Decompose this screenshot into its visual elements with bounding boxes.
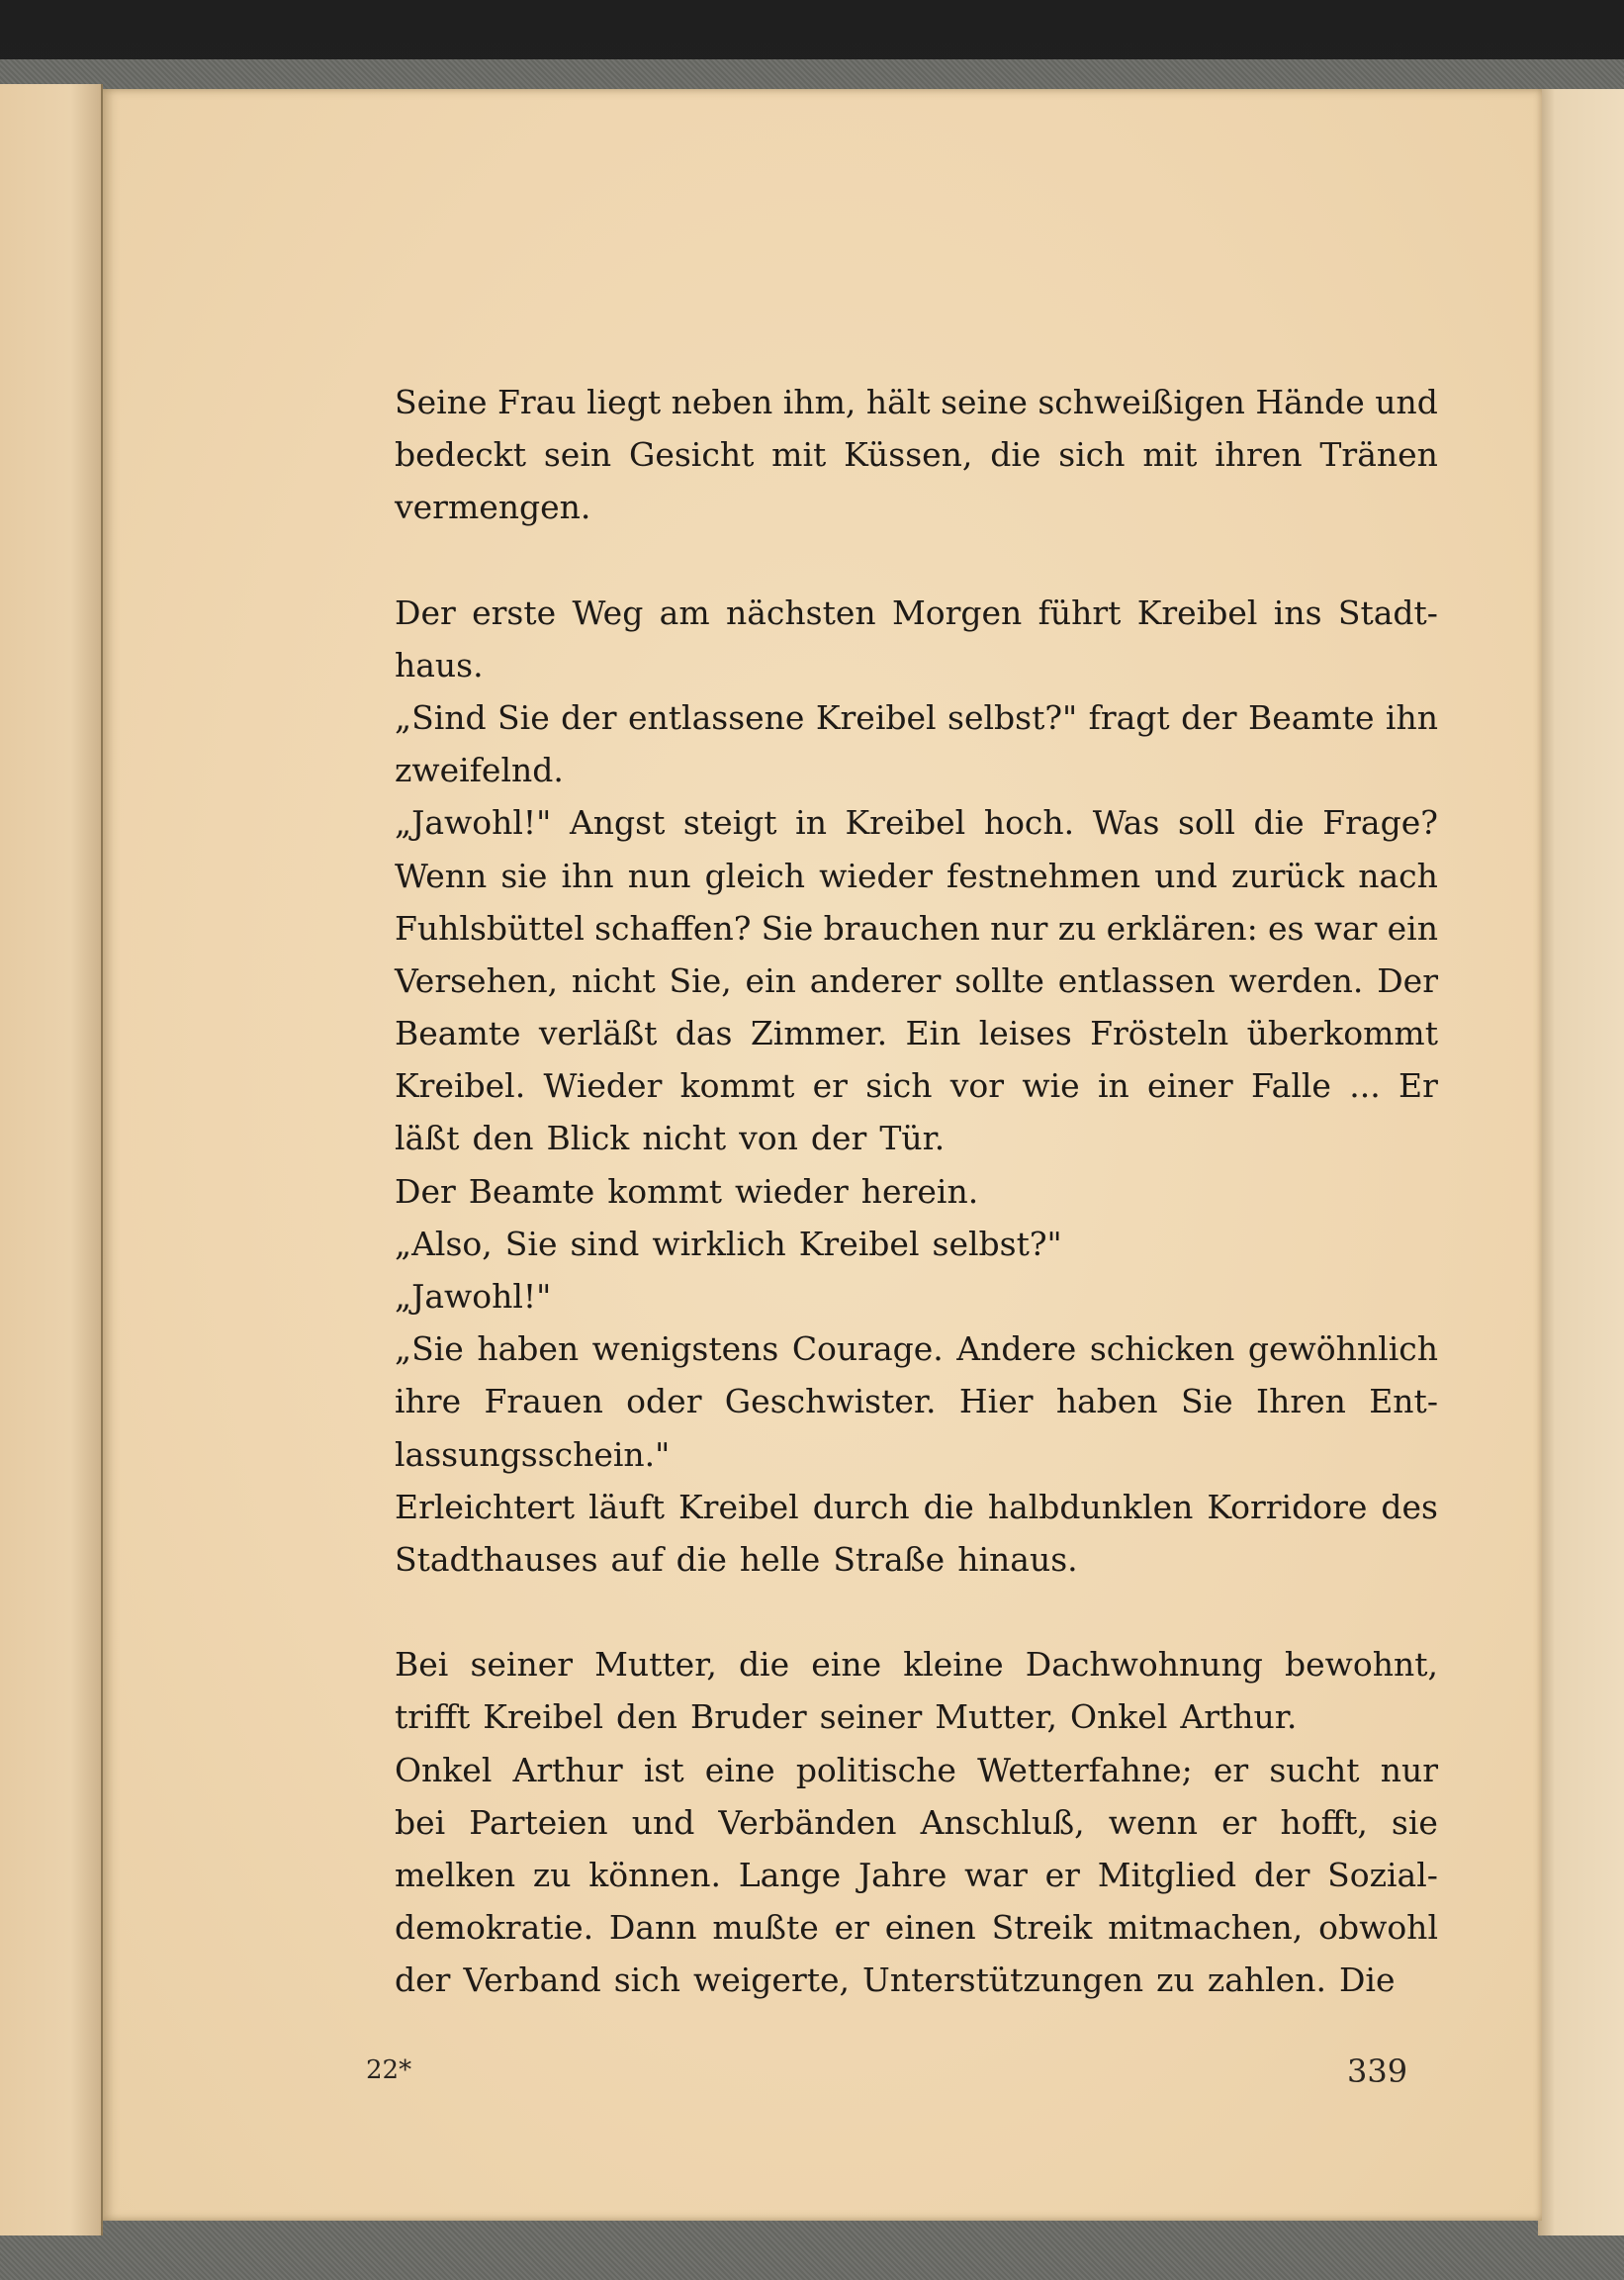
text-line: lassungsschein." — [395, 1434, 671, 1474]
text-line: melken zu können. Lange Jahre war er Mitglied der Sozial- — [395, 1855, 1438, 1894]
text-line: Erleichtert läuft Kreibel durch die halbdunklen Korridore des — [395, 1487, 1438, 1526]
text-line: läßt den Blick nicht von der Tür. — [395, 1119, 946, 1158]
paragraph — [395, 1270, 1438, 1322]
paragraph — [395, 796, 1438, 1164]
text-line: Der Beamte kommt wieder herein. — [395, 1171, 979, 1211]
text-line: Wenn sie ihn nun gleich wieder festnehmen und zurück nach — [395, 856, 1438, 895]
page-stack-edge — [1538, 89, 1624, 2235]
text-line: haus. — [395, 645, 484, 684]
text-line: „Also, Sie sind wirklich Kreibel selbst?" — [395, 1224, 1062, 1263]
text-line: Onkel Arthur ist eine politische Wetterfahne; er sucht nur — [395, 1750, 1438, 1789]
paragraph — [395, 1744, 1438, 2007]
text-line: Kreibel. Wieder kommt er sich vor wie in einer Falle ... Er — [395, 1066, 1438, 1106]
paragraph — [395, 587, 1438, 691]
text-line: Seine Frau liegt neben ihm, hält seine schweißigen Hände und — [395, 383, 1438, 421]
text-line: vermengen. — [395, 488, 591, 527]
text-line: ihre Frauen oder Geschwister. Hier haben Sie Ihren Ent- — [395, 1382, 1438, 1421]
page-text — [395, 376, 1438, 2006]
text-line: Fuhlsbüttel schaffen? Sie brauchen nur zu erklären: es war ein — [395, 908, 1438, 948]
text-line: der Verband sich weigerte, Unterstützungen zu zahlen. Die — [395, 1961, 1396, 2000]
page-number: 339 — [1347, 2052, 1408, 2090]
text-line: demokratie. Dann mußte er einen Streik mitmachen, obwohl — [395, 1908, 1438, 1948]
text-line: Der erste Weg am nächsten Morgen führt Kreibel ins Stadt- — [395, 593, 1438, 632]
text-line: Stadthauses auf die helle Straße hinaus. — [395, 1539, 1078, 1579]
text-line: bei Parteien und Verbänden Anschluß, wenn er hofft, sie — [395, 1802, 1438, 1842]
paragraph — [395, 376, 1438, 534]
previous-page-edge — [0, 84, 103, 2235]
text-line: „Sind Sie der entlassene Kreibel selbst?" fragt der Beamte ihn — [395, 697, 1438, 737]
paragraph — [395, 1218, 1438, 1270]
text-line: „Sie haben wenigstens Courage. Andere schicken gewöhnlich — [395, 1329, 1438, 1369]
paragraph — [395, 691, 1438, 796]
paragraph — [395, 1165, 1438, 1218]
text-line: zweifelnd. — [395, 751, 564, 790]
text-line: bedeckt sein Gesicht mit Küssen, die sich mit ihren Tränen — [395, 435, 1438, 475]
text-line: Beamte verläßt das Zimmer. Ein leises Frösteln überkommt — [395, 1014, 1438, 1053]
book-page — [103, 89, 1542, 2221]
paragraph — [395, 1638, 1438, 1743]
paragraph — [395, 1322, 1438, 1481]
text-line: Bei seiner Mutter, die eine kleine Dachwohnung bewohnt, — [395, 1645, 1438, 1685]
text-line: Versehen, nicht Sie, ein anderer sollte entlassen werden. Der — [395, 960, 1438, 1000]
signature-mark: 22* — [366, 2055, 412, 2085]
text-line: „Jawohl!" Angst steigt in Kreibel hoch. Was soll die Frage? — [395, 803, 1438, 843]
paragraph — [395, 1481, 1438, 1586]
text-line: trifft Kreibel den Bruder seiner Mutter, Onkel Arthur. — [395, 1697, 1298, 1737]
text-line: „Jawohl!" — [395, 1277, 552, 1316]
